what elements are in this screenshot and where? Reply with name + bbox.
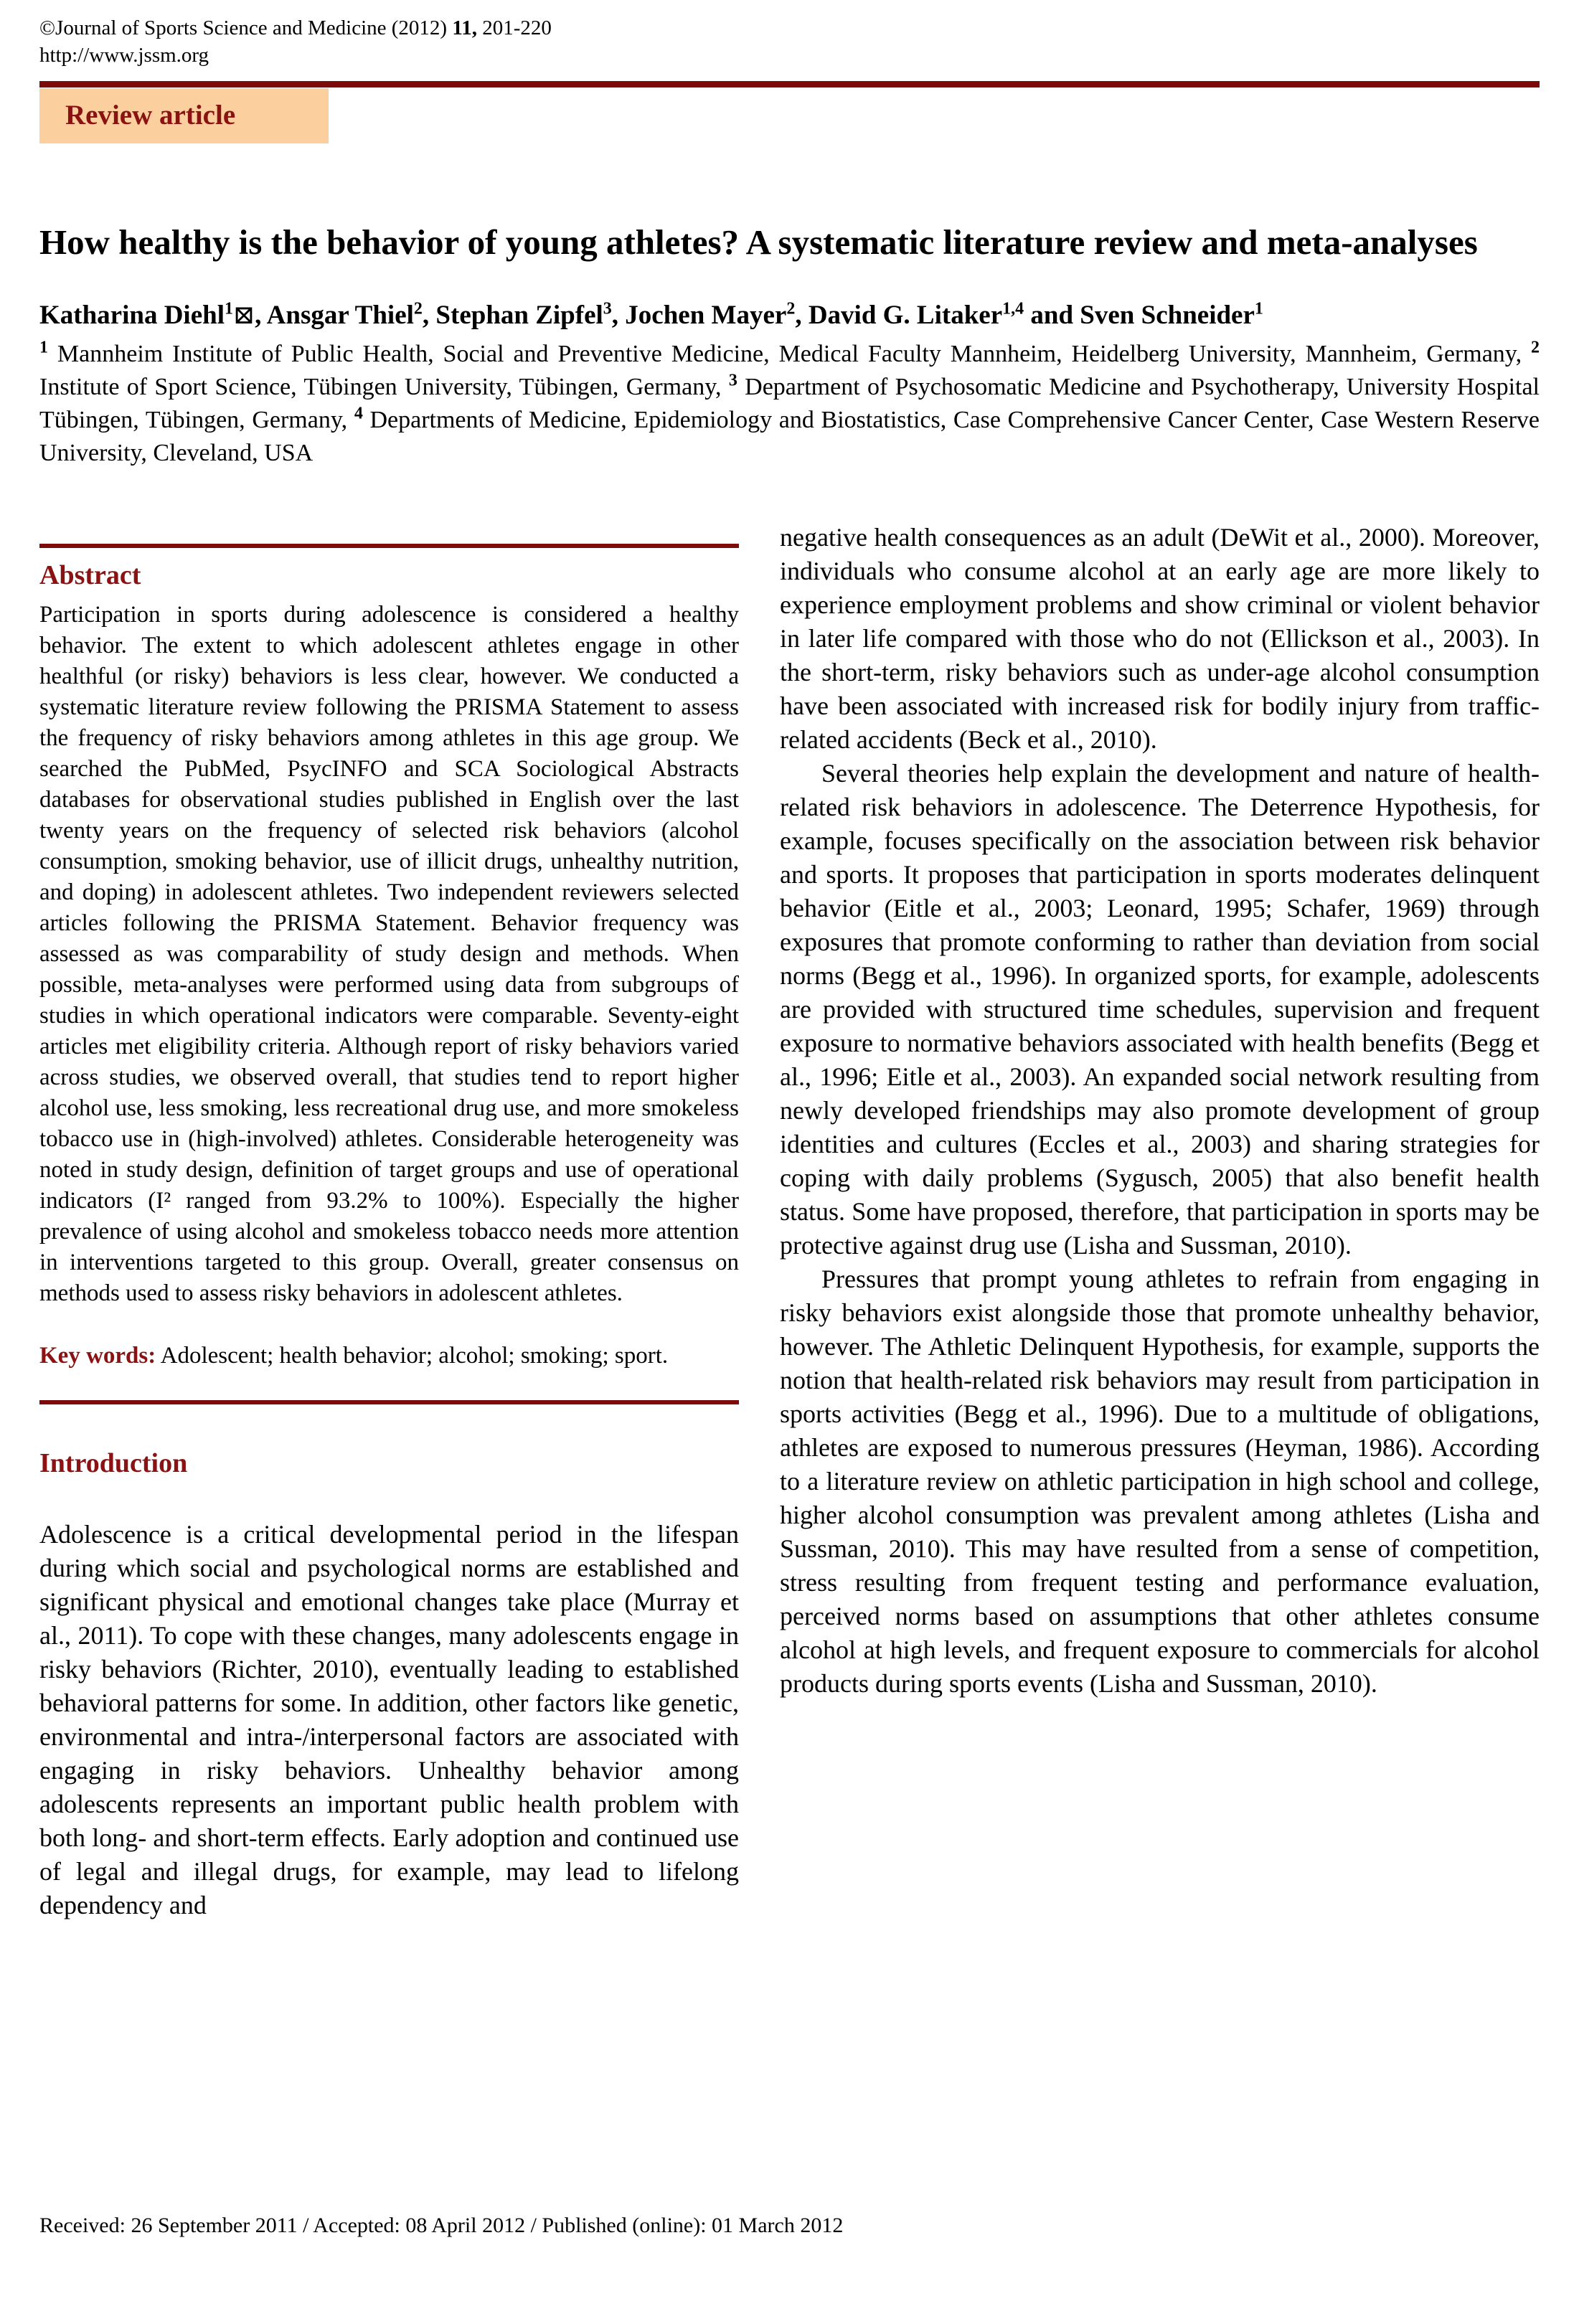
right-column: [780, 521, 1540, 1701]
introduction-heading: Introduction: [39, 1448, 188, 1479]
body-paragraph: Pressures that prompt young athletes to refrain from engaging in risky behaviors exist alongside those that promote unhealthy behavior, however. The Athletic Delinquent Hypothesis, for example, supports the notion that health-related risk behaviors may result from participation in sports activities (Begg et al., 1996). Due to a multitude of obligations, athletes are exposed to numerous pressures (Heyman, 1986). According to a literature review on athletic participation in high school and college, higher alcohol consumption was prevalent among athletes (Lisha and Sussman, 2010). This may have resulted from a sense of competition, stress resulting from frequent testing and performance evaluation, perceived norms based on assumptions that other athletes consume alcohol at high levels, and frequent exposure to commercials for alcohol products during sports events (Lisha and Sussman, 2010).: [780, 1265, 1540, 1699]
journal-pages: 201-220: [476, 16, 552, 39]
body-paragraph: Several theories help explain the development and nature of health-related risk behaviors in adolescence. The Deterrence Hypothesis, for example, focuses specifically on the association between risk behavior and sports. It proposes that participation in sports moderates delinquent behavior (Eitle et al., 2003; Leonard, 1995; Schafer, 1969) through exposures that promote conforming to rather than deviation from social norms (Begg et al., 1996). In organized sports, for example, adolescents are provided with structured time schedules, supervision and frequent exposure to normative behaviors associated with health benefits (Begg et al., 1996; Eitle et al., 2003). An expanded social network resulting from newly developed friendships may also promote development of group identities and cultures (Eccles et al., 2003) and sharing strategies for coping with daily problems (Sygusch, 2005) that also benefit health status. Some have proposed, therefore, that participation in sports may be protective against drug use (Lisha and Sussman, 2010).: [780, 759, 1540, 1260]
left-column: [39, 521, 739, 1922]
author-separator: ,: [422, 301, 436, 331]
email-envelope-icon[interactable]: ⊠: [233, 301, 255, 330]
journal-volume: 11,: [452, 16, 477, 39]
journal-url-link[interactable]: http://www.jssm.org: [39, 44, 209, 67]
article-type-badge: Review article: [39, 88, 329, 143]
authors-line: [39, 296, 1540, 335]
keywords-rule: [39, 1400, 739, 1404]
affiliation-text: Mannheim Institute of Public Health, Social and Preventive Medicine, Medical Faculty Mannheim, Heidelberg University, Mannheim, Germany,: [48, 340, 1531, 367]
two-column-body: [39, 521, 1540, 1922]
article-title: How healthy is the behavior of young athletes? A systematic literature review and meta-analyses: [39, 222, 1478, 262]
received-accepted-published-line: Received: 26 September 2011 / Accepted: 08 April 2012 / Published (online): 01 March 2012: [39, 2214, 844, 2237]
affiliation-marker: 3: [728, 371, 737, 390]
author-name: Ansgar Thiel: [266, 301, 414, 331]
introduction-paragraph: Adolescence is a critical developmental period in the lifespan during which social and psychological norms are established and significant physical and emotional changes take place (Murray et al., 2011). To cope with these changes, many adolescents engage in risky behaviors (Richter, 2010), eventually leading to established behavioral patterns for some. In addition, other factors like genetic, environmental and intra-/interpersonal factors are associated with engaging in risky behaviors. Unhealthy behavior among adolescents represents an important public health problem with both long- and short-term effects. Early adoption and continued use of legal and illegal drugs, for example, may lead to lifelong dependency and: [39, 1520, 739, 1920]
abstract-rule: [39, 544, 739, 548]
author-separator: ,: [255, 301, 267, 331]
author-affiliation-marker: 2: [786, 299, 796, 318]
keywords-label: Key words:: [39, 1343, 156, 1369]
author-affiliation-marker: 2: [413, 299, 423, 318]
abstract-heading: Abstract: [39, 560, 141, 591]
author-affiliation-marker: 1: [1254, 299, 1263, 318]
affiliation-text: Institute of Sport Science, Tübingen University, Tübingen, Germany,: [39, 373, 729, 400]
body-paragraph: negative health consequences as an adult (DeWit et al., 2000). Moreover, individuals who consume alcohol at an early age are more likely to experience employment problems and show criminal or violent behavior in later life compared with those who do not (Ellickson et al., 2003). In the short-term, risky behaviors such as under-age alcohol consumption have been associated with increased risk for bodily injury from traffic-related accidents (Beck et al., 2010).: [780, 523, 1540, 755]
author-separator: ,: [611, 301, 626, 331]
keywords-text: Adolescent; health behavior; alcohol; smoking; sport.: [156, 1343, 669, 1369]
author-separator: and: [1024, 301, 1080, 331]
affiliation-marker: 2: [1531, 338, 1540, 357]
author-separator: ,: [795, 301, 809, 331]
author-affiliation-marker: 1: [225, 299, 233, 318]
journal-header: [39, 14, 1540, 70]
journal-citation-line: [39, 14, 1540, 42]
abstract-text: Participation in sports during adolescence is considered a healthy behavior. The extent to which adolescent athletes engage in other healthful (or risky) behaviors is less clear, however. We conducted a systematic literature review following the PRISMA Statement to assess the frequency of risky behaviors among athletes in this age group. We searched the PubMed, PsycINFO and SCA Sociological Abstracts databases for observational studies published in English over the last twenty years on the frequency of selected risk behaviors (alcohol consumption, smoking behavior, use of illicit drugs, unhealthy nutrition, and doping) in adolescent athletes. Two independent reviewers selected articles following the PRISMA Statement. Behavior frequency was assessed as was comparability of study design and methods. When possible, meta-analyses were performed using data from subgroups of studies in which operational indicators were comparable. Seventy-eight articles met eligibility criteria. Although report of risky behaviors varied across studies, we observed overall, that studies tend to report higher alcohol use, less smoking, less recreational drug use, and more smokeless tobacco use in (high-involved) athletes. Considerable heterogeneity was noted in study design, definition of target groups and use of operational indicators (I² ranged from 93.2% to 100%). Especially the higher prevalence of using alcohol and smokeless tobacco needs more attention in interventions targeted to this group. Overall, greater consensus on methods used to assess risky behaviors in adolescent athletes.: [39, 602, 739, 1307]
affiliation-text: Department of Psychosomatic Medicine and Psychotherapy, University Hospital Tübingen, Tübingen, Germany,: [39, 373, 1540, 433]
author-name: Sven Schneider: [1080, 301, 1255, 331]
author-name: Stephan Zipfel: [435, 301, 603, 331]
author-name: David G. Litaker: [808, 301, 1003, 331]
author-affiliation-marker: 3: [603, 299, 612, 318]
affiliation-marker: 1: [39, 338, 48, 357]
author-name: Katharina Diehl: [39, 301, 225, 331]
keywords-line: [39, 1341, 739, 1371]
journal-name: ©Journal of Sports Science and Medicine (2012): [39, 16, 453, 39]
affiliation-marker: 4: [354, 404, 363, 423]
affiliations: [39, 338, 1540, 470]
author-affiliation-marker: 1,4: [1002, 299, 1024, 318]
header-rule: [39, 81, 1540, 88]
author-name: Jochen Mayer: [625, 301, 787, 331]
affiliation-text: Departments of Medicine, Epidemiology and Biostatistics, Case Comprehensive Cancer Center, Case Western Reserve University, Cleveland, USA: [39, 406, 1540, 466]
